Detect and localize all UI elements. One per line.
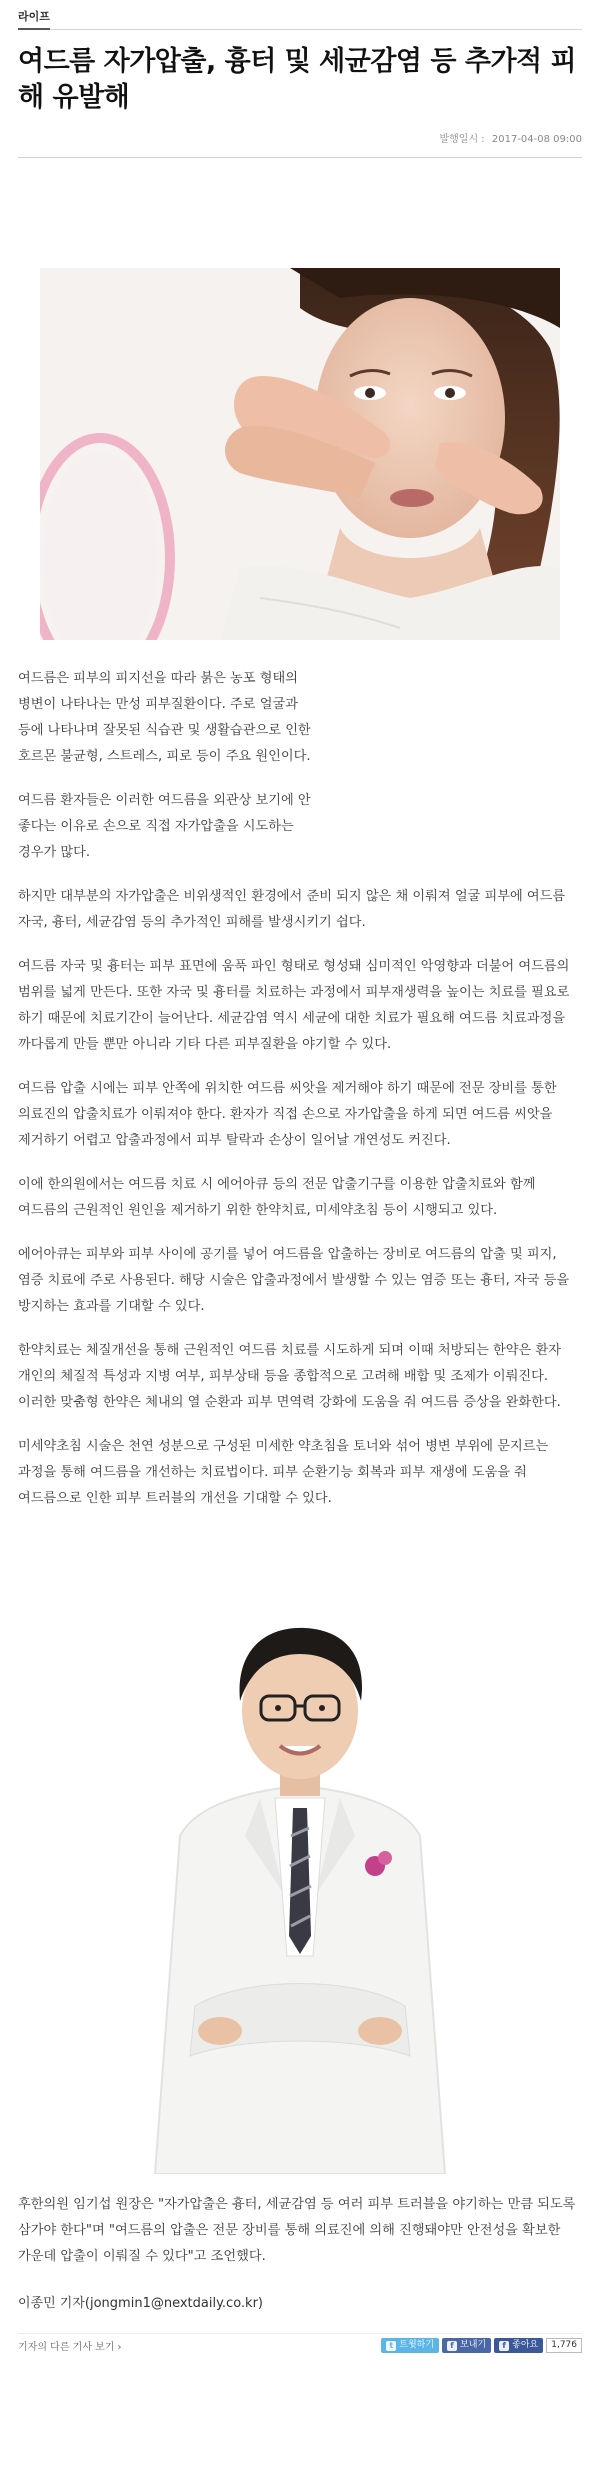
more-articles-link[interactable] (18, 2338, 121, 2353)
article-paragraph-10: 후한의원 임기섭 원장은 "자가압출은 흉터, 세균감염 등 여러 피부 트러블을 야기하는 만큼 되도록 삼가야 한다"며 "여드름의 압출은 전문 장비를 통해 의료진에 의해 진행돼야만 안전성을 확보한 가운데 압출이 이뤄질 수 있다"고 조언했다. (18, 2197, 576, 2264)
title-divider (18, 157, 582, 158)
tweet-label: 트윗하기 (399, 2340, 435, 2350)
article-paragraph-8: 한약치료는 체질개선을 통해 근원적인 여드름 치료를 시도하게 되며 이때 처방되는 한약은 환자 개인의 체질적 특성과 지병 여부, 피부상태 등을 종합적으로 고려해 배합 및 조제가 이뤄진다. 이러한 맞춤형 한약은 체내의 열 순환과 피부 면역력 강화에 도움을 줘 여드름 증상을 완화한다. (18, 1343, 561, 1410)
article-paragraph-1: 여드름은 피부의 피지선을 따라 붉은 농포 형태의 병변이 나타나는 만성 피부질환이다. 주로 얼굴과 등에 나타나며 잘못된 식습관 및 생활습관으로 인한 호르몬 불균형, 스트레스, 피로 등이 주요 원인이다. (18, 671, 311, 764)
article-paragraph-9: 미세약초침 시술은 천연 성분으로 구성된 미세한 약초침을 토너와 섞어 병변 부위에 문지르는 과정을 통해 여드름을 개선하는 치료법이다. 피부 순환기능 회복과 피부 재생에 도움을 줘 여드름으로 인한 피부 트러블의 개선을 기대할 수 있다. (18, 1439, 549, 1506)
tweet-button[interactable] (381, 2338, 439, 2353)
article-paragraph-2: 여드름 환자들은 이러한 여드름을 외관상 보기에 안 좋다는 이유로 손으로 직접 자가압출을 시도하는 경우가 많다. (18, 793, 311, 860)
facebook-like-label: 좋아요 (512, 2340, 539, 2350)
publish-date-value: 2017-04-08 09:00 (491, 134, 582, 145)
article-paragraph-6: 이에 한의원에서는 여드름 치료 시 에어아큐 등의 전문 압출기구를 이용한 압출치료와 함께 여드름의 근원적인 원인을 제거하기 위한 한약치료, 미세약초침 등이 시행되고 있다. (18, 1177, 536, 1218)
publish-date-label: 발행일시 : (439, 134, 485, 145)
chevron-right-icon: › (117, 2342, 122, 2353)
article-paragraph-4: 여드름 자국 및 흉터는 피부 표면에 움푹 파인 형태로 형성돼 심미적인 악영향과 더불어 여드름의 범위를 넓게 만든다. 또한 자국 및 흉터를 치료하는 과정에서 피부재생력을 높이는 치료를 필요로 하기 때문에 치료기간이 늘어난다. 세균감염 역시 세균에 대한 치료가 필요해 여드름 치료과정을 까다롭게 만들 뿐만 아니라 기타 다른 피부질환을 야기할 수 있다. (18, 959, 570, 1052)
section-header (18, 0, 582, 30)
article-title: 여드름 자가압출, 흉터 및 세균감염 등 추가적 피해 유발해 (18, 46, 577, 113)
like-count: 1,776 (546, 2338, 582, 2353)
twitter-icon: t (386, 2341, 396, 2351)
article-photo-acne (40, 268, 560, 640)
facebook-like-icon: f (499, 2341, 509, 2351)
facebook-send-label: 보내기 (460, 2340, 487, 2350)
article-paragraph-7: 에어아큐는 피부와 피부 사이에 공기를 넣어 여드름을 압출하는 장비로 여드름의 압출 및 피지, 염증 치료에 주로 사용된다. 해당 시술은 압출과정에서 발생할 수 있는 염증 또는 흉터, 자국 등을 방지하는 효과를 기대할 수 있다. (18, 1247, 570, 1314)
more-articles-label: 기자의 다른 기사 보기 (18, 2342, 115, 2353)
facebook-send-button[interactable] (442, 2338, 491, 2353)
facebook-icon: f (447, 2341, 457, 2351)
share-buttons (381, 2338, 582, 2353)
publish-date (18, 130, 582, 145)
article-photo-doctor (85, 1536, 515, 2174)
facebook-like-button[interactable] (494, 2338, 543, 2353)
article-paragraph-5: 여드름 압출 시에는 피부 안쪽에 위치한 여드름 씨앗을 제거해야 하기 때문에 전문 장비를 통한 의료진의 압출치료가 이뤄져야 한다. 환자가 직접 손으로 자가압출을 하게 되면 여드름 씨앗을 제거하기 어렵고 압출과정에서 피부 탈락과 손상이 일어날 개연성도 커진다. (18, 1081, 557, 1148)
article-footer (18, 2333, 582, 2353)
section-divider (18, 29, 582, 30)
article-paragraph-3: 하지만 대부분의 자가압출은 비위생적인 환경에서 준비 되지 않은 채 이뤄져 얼굴 피부에 여드름 자국, 흉터, 세균감염 등의 추가적인 피해를 발생시키기 쉽다. (18, 889, 566, 930)
section-tag[interactable]: 라이프 (18, 8, 50, 30)
reporter-byline: 이종민 기자(jongmin1@nextdaily.co.kr) (18, 2296, 263, 2311)
